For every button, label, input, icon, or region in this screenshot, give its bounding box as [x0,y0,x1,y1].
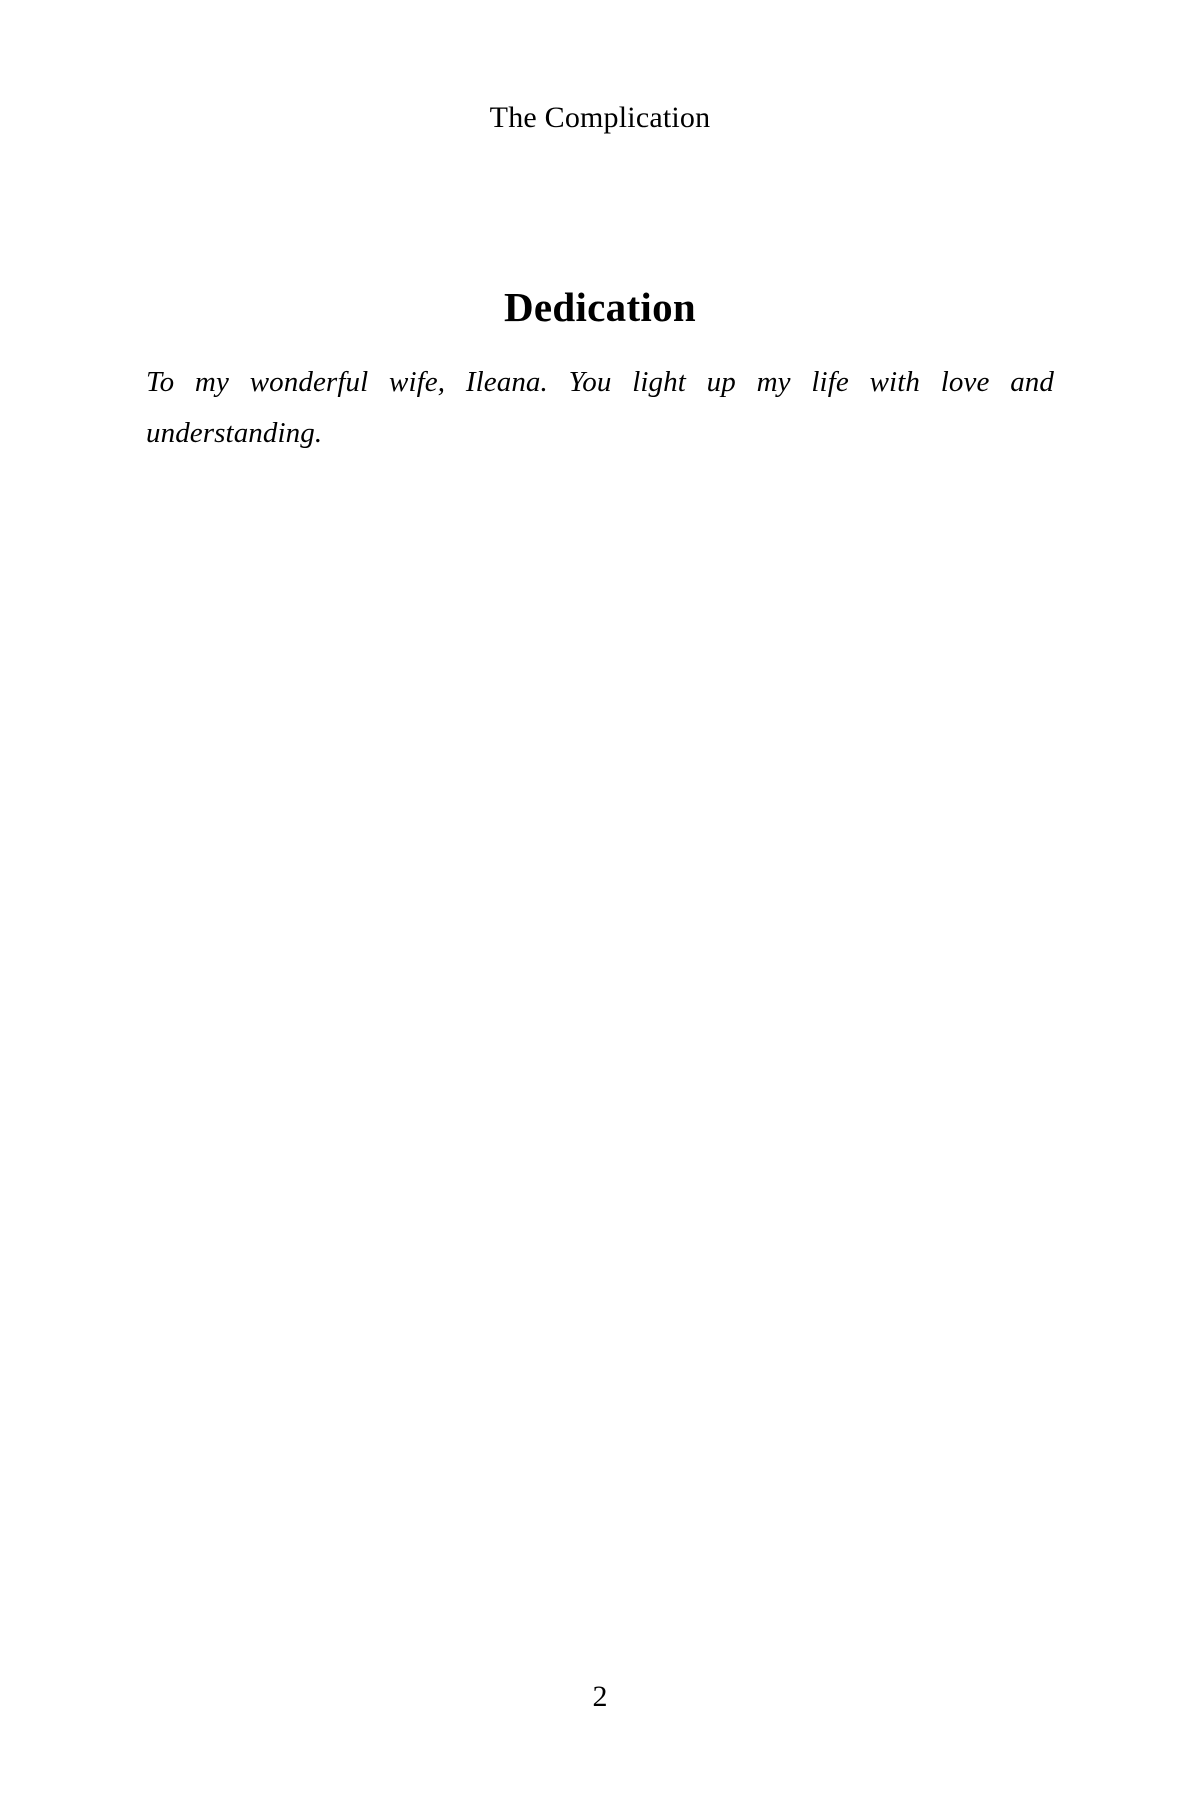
dedication-paragraph: To my wonderful wife, Ileana. You light up my life with love and understanding. [146,366,1054,449]
running-head: The Complication [489,101,711,134]
page-number: 2 [592,1680,608,1713]
page-content [146,282,1054,459]
page-title: Dedication [503,284,697,330]
